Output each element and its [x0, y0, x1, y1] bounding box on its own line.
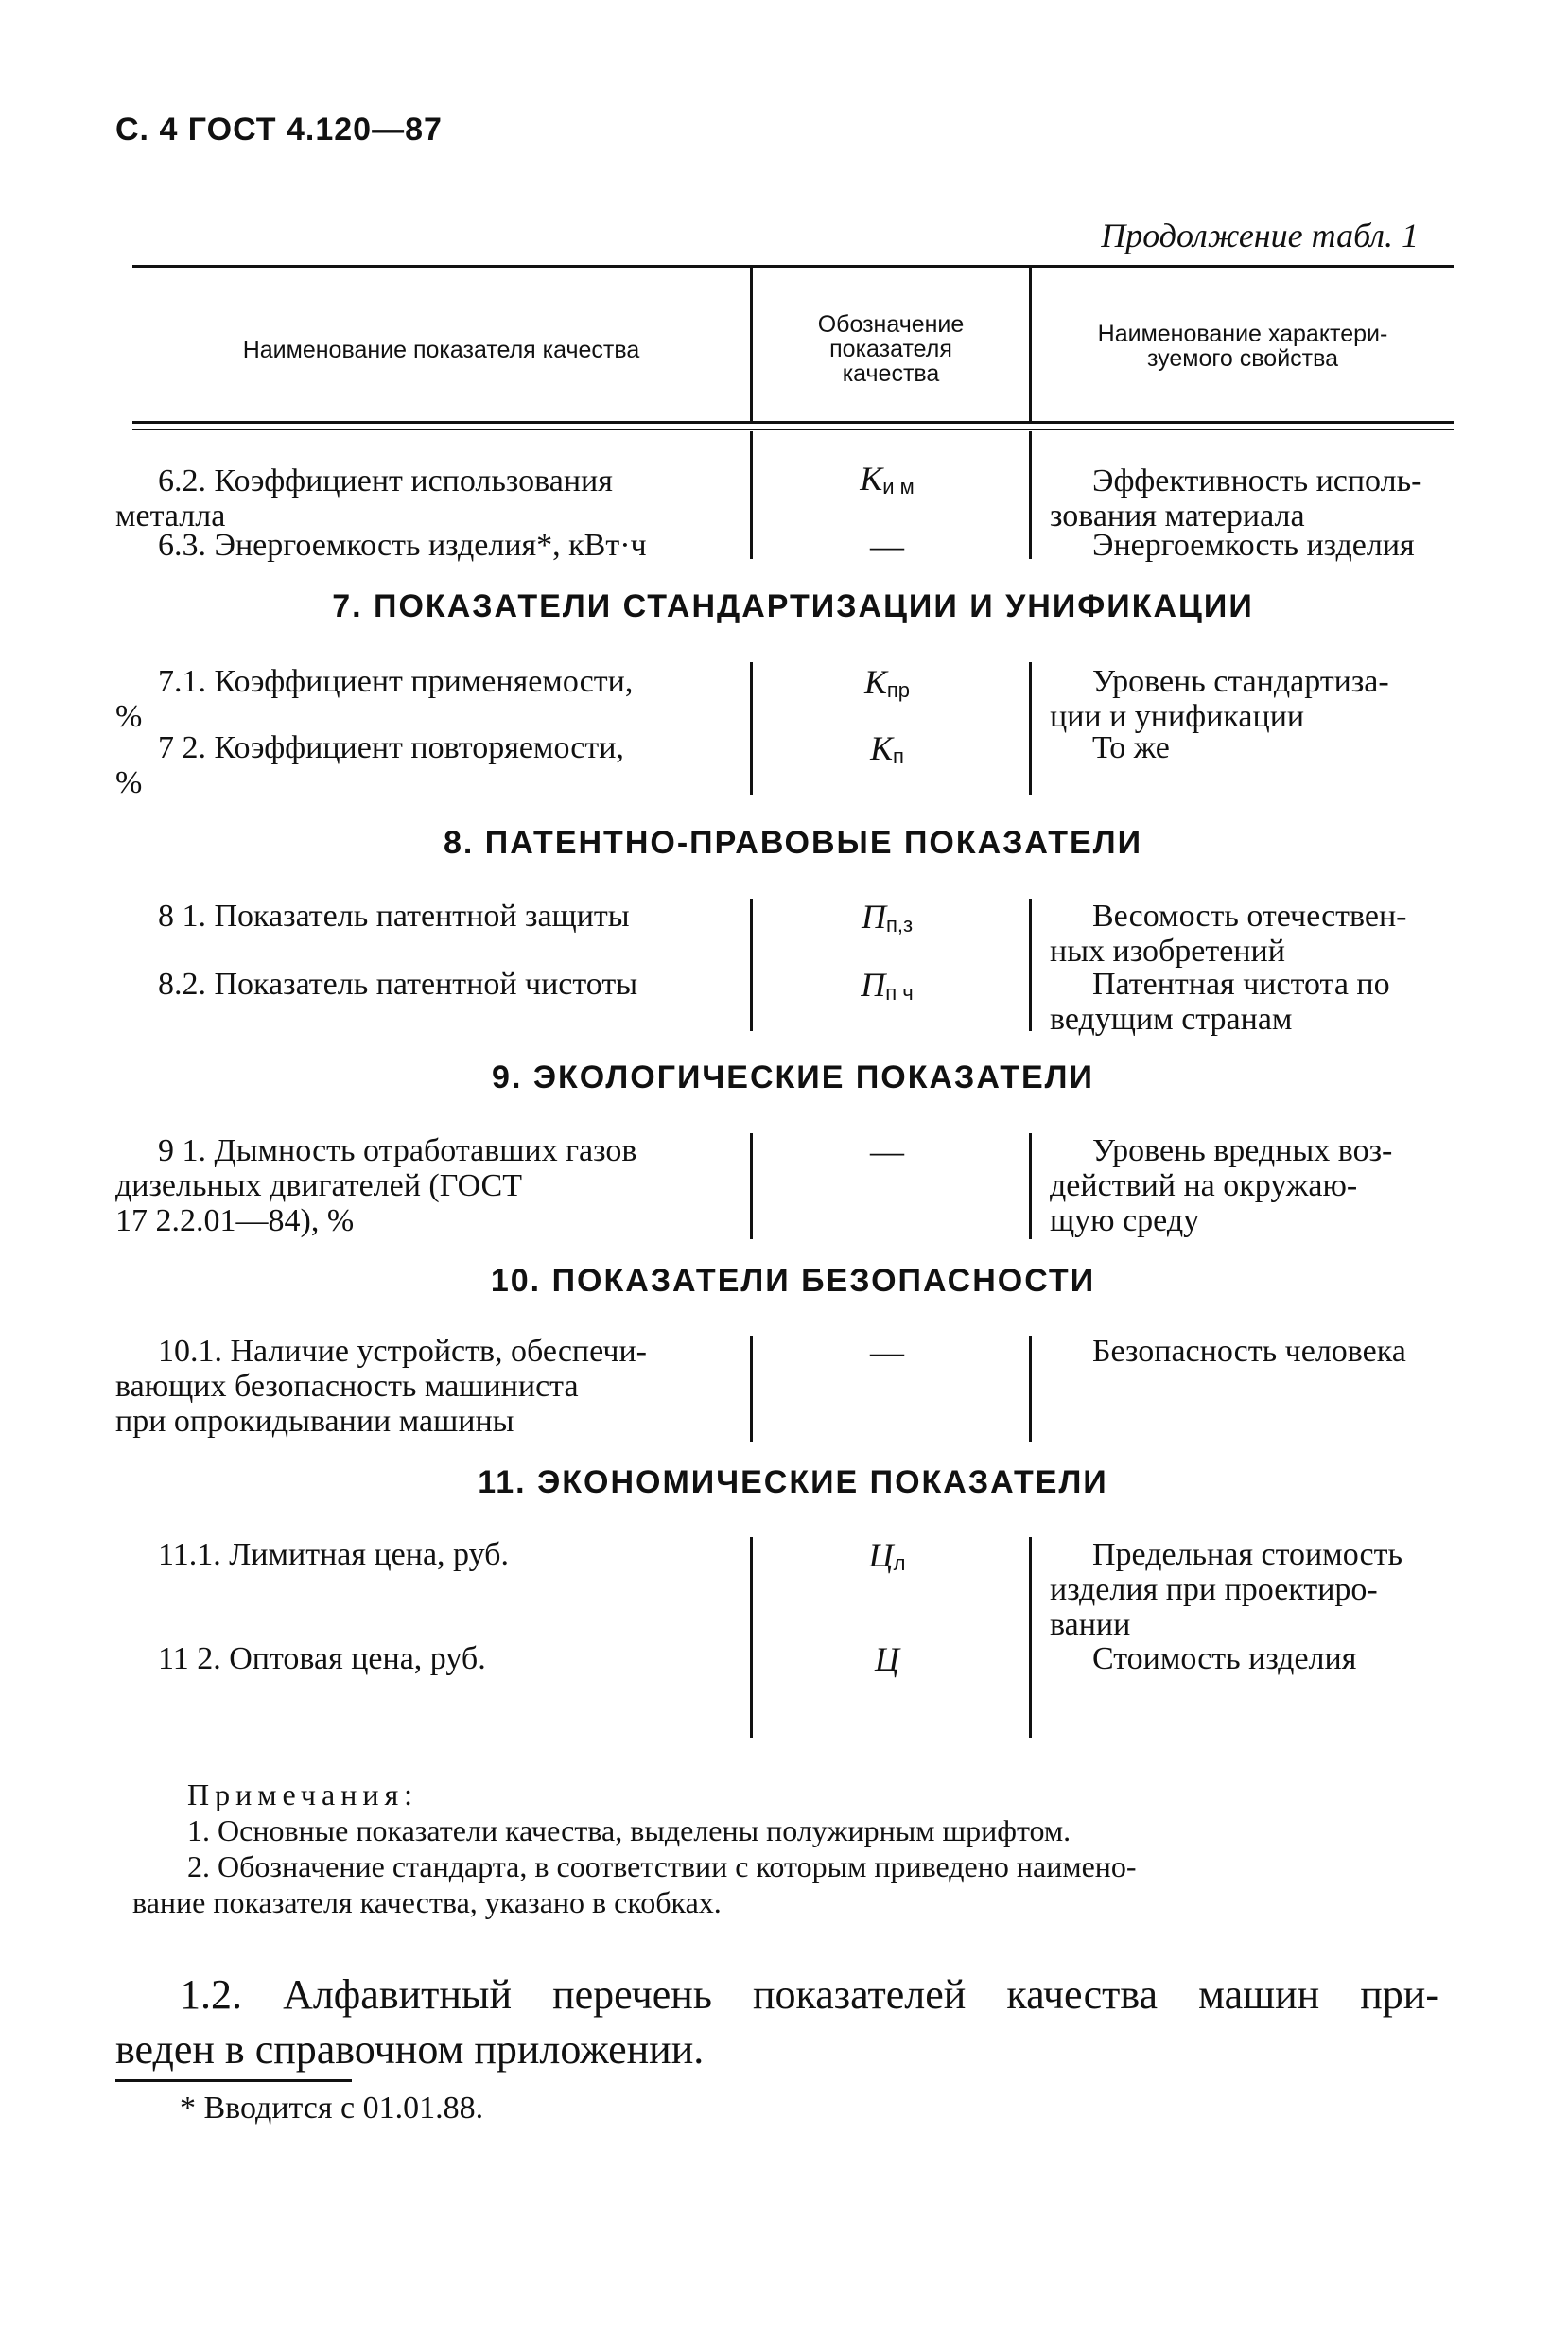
- row-7-1-property: Уровень стандартиза- ции и унификации: [1050, 664, 1389, 734]
- row-8-1-property: Весомость отечествен- ных изобретений: [1050, 899, 1407, 969]
- row-11-2-symbol: Ц: [875, 1640, 899, 1678]
- row-10-1-symbol: —: [870, 1333, 904, 1371]
- row-8-1-name: 8 1. Показатель патентной защиты: [158, 899, 630, 934]
- row-9-1-symbol: —: [870, 1132, 904, 1170]
- row-7-2-name: 7 2. Коэффициент повторяемости, %: [115, 730, 624, 800]
- notes-block: [132, 1776, 1454, 1920]
- col-divider-9b: [1029, 1133, 1032, 1239]
- row-8-2-symbol: $П_{п ч}$: [861, 966, 914, 1005]
- footnote: * Вводится с 01.01.88.: [180, 2091, 484, 2126]
- row-11-1-property: Предельная стоимость изделия при проектиро- вании: [1050, 1537, 1402, 1642]
- col-divider-10b: [1029, 1336, 1032, 1442]
- row-8-2-property: Патентная чистота по ведущим странам: [1050, 967, 1390, 1037]
- header-bottom-rule: [132, 421, 1454, 424]
- section-8-heading: 8. ПАТЕНТНО-ПРАВОВЫЕ ПОКАЗАТЕЛИ: [443, 825, 1143, 861]
- col-divider-7b: [1029, 662, 1032, 795]
- notes-title: Примечания:: [187, 1777, 419, 1811]
- row-11-2-name: 11 2. Оптовая цена, руб.: [158, 1641, 486, 1676]
- table-top-rule: [132, 265, 1454, 268]
- row-7-2-symbol: $К_п$: [870, 729, 904, 768]
- note-2-line-2: вание показателя качества, указано в скобках.: [132, 1885, 722, 1919]
- section-9-heading: 9. ЭКОЛОГИЧЕСКИЕ ПОКАЗАТЕЛИ: [492, 1059, 1094, 1095]
- note-1: 1. Основные показатели качества, выделены полужирным шрифтом.: [187, 1813, 1071, 1847]
- note-2-line-1: 2. Обозначение стандарта, в соответствии с которым приведено наимено-: [187, 1849, 1137, 1883]
- table-continuation-label: Продолжение табл. 1: [1101, 217, 1419, 254]
- row-6-2-symbol: $К_{и м}$: [860, 460, 915, 499]
- row-6-3-name: 6.3. Энергоемкость изделия*, кВт·ч: [158, 528, 647, 563]
- section-11-heading: 11. ЭКОНОМИЧЕСКИЕ ПОКАЗАТЕЛИ: [478, 1464, 1108, 1500]
- row-7-1-symbol: $К_{пр}$: [863, 663, 911, 702]
- row-10-1-property: Безопасность человека: [1092, 1334, 1406, 1369]
- section-7-heading: 7. ПОКАЗАТЕЛИ СТАНДАРТИЗАЦИИ И УНИФИКАЦИИ: [332, 588, 1254, 624]
- col-divider-8b: [1029, 899, 1032, 1031]
- col-divider-11b: [1029, 1537, 1032, 1738]
- row-8-2-name: 8.2. Показатель патентной чистоты: [158, 967, 638, 1002]
- row-8-1-symbol: $П_{п,з}$: [861, 898, 914, 936]
- column-header-symbol: Обозначение показателя качества: [817, 311, 965, 387]
- column-header-name: Наименование показателя качества: [242, 337, 640, 363]
- row-11-2-property: Стоимость изделия: [1092, 1641, 1357, 1676]
- col-divider-6b: [1029, 431, 1032, 559]
- row-10-1-name: 10.1. Наличие устройств, обеспечи- вающих безопасность машиниста при опрокидывании машины: [115, 1334, 647, 1439]
- row-6-2-name: 6.2. Коэффициент использования металла: [115, 464, 613, 534]
- footnote-rule: [115, 2079, 352, 2082]
- row-6-3-property: Энергоемкость изделия: [1092, 528, 1415, 563]
- row-6-3-symbol: —: [870, 527, 904, 565]
- row-7-1-name: 7.1. Коэффициент применяемости, %: [115, 664, 634, 734]
- row-6-2-property: Эффективность исполь- зования материала: [1050, 464, 1422, 534]
- column-header-property: Наименование характери- зуемого свойства: [1097, 321, 1388, 372]
- row-11-1-symbol: $Ц_л$: [868, 1536, 906, 1575]
- row-9-1-property: Уровень вредных воз- действий на окружаю- щую среду: [1050, 1133, 1393, 1238]
- section-10-heading: 10. ПОКАЗАТЕЛИ БЕЗОПАСНОСТИ: [490, 1263, 1096, 1299]
- row-7-2-property: То же: [1092, 730, 1170, 765]
- paragraph-1-2: 1.2. Алфавитный перечень показателей качества машин при- веден в справочном приложении.: [115, 1971, 1439, 2073]
- page-header: С. 4 ГОСТ 4.120—87: [115, 112, 443, 148]
- row-9-1-name: 9 1. Дымность отработавших газов дизельных двигателей (ГОСТ 17 2.2.01—84), %: [115, 1133, 637, 1238]
- row-11-1-name: 11.1. Лимитная цена, руб.: [158, 1537, 509, 1572]
- header-bottom-rule-2: [132, 429, 1454, 430]
